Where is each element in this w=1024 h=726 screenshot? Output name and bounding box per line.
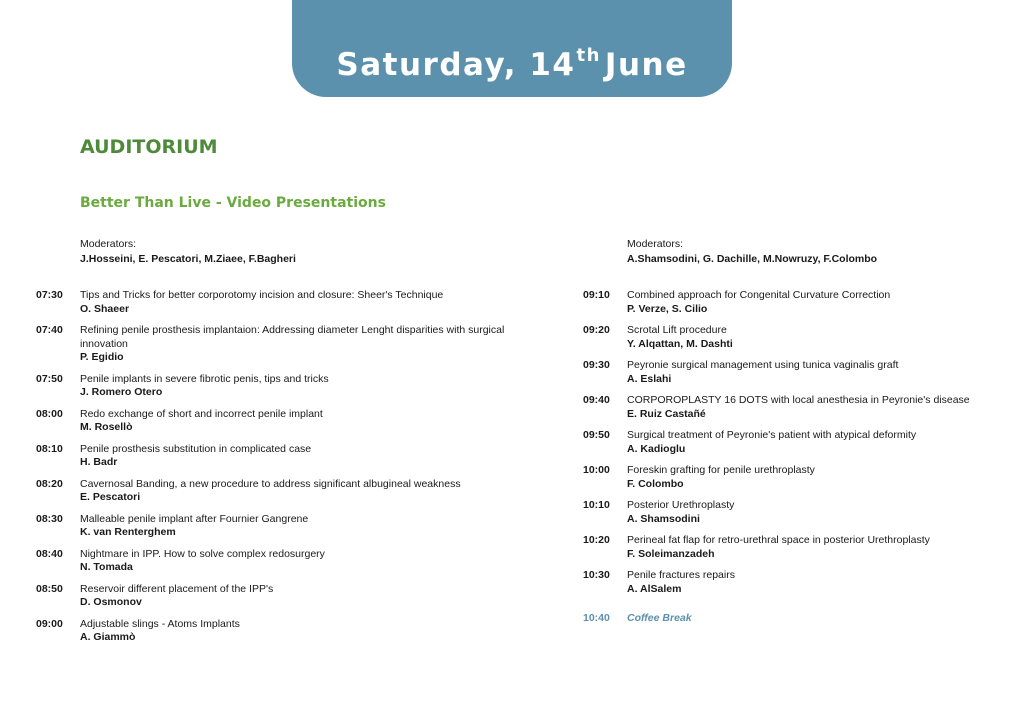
item-time: 08:40 [36,547,63,560]
schedule-item [36,617,520,645]
item-speaker: E. Pescatori [80,491,141,503]
item-speaker: M. Rosellò [80,421,133,433]
item-title: Refining penile prosthesis implantaion: Addressing diameter Lenght disparities with surgical innovation [80,324,505,350]
moderators-label: Moderators: [80,238,137,250]
moderators-names: A.Shamsodini, G. Dachille, M.Nowruzy, F.Colombo [627,253,878,265]
schedule-item [583,464,1007,491]
schedule-item [36,442,520,470]
item-speaker: N. Tomada [80,561,133,573]
schedule-item [36,477,520,505]
item-time: 10:10 [583,499,610,511]
item-speaker: E. Ruiz Castañé [627,407,706,420]
date-title [336,45,687,83]
item-time: 09:40 [583,394,610,406]
item-time: 08:00 [36,407,63,420]
item-speaker: F. Colombo [627,477,684,490]
left-schedule [36,289,520,653]
item-title: Surgical treatment of Peyronie's patient with atypical deformity [627,429,917,441]
schedule-item [583,429,1007,456]
session-title: Better Than Live - Video Presentations [80,195,386,211]
room-title: AUDITORIUM [80,136,218,158]
item-title: Foreskin grafting for penile urethroplasty [627,464,815,476]
item-time: 09:10 [583,289,610,301]
schedule-item [36,289,520,316]
item-title: Nightmare in IPP. How to solve complex redosurgery [80,547,325,560]
item-speaker: D. Osmonov [80,596,142,608]
item-time: 09:20 [583,324,610,336]
item-title: Cavernosal Banding, a new procedure to address significant albugineal weakness [80,477,461,490]
item-speaker: J. Romero Otero [80,386,163,398]
right-schedule [583,289,1007,634]
item-title: Penile prosthesis substitution in complicated case [80,442,312,455]
item-time: 07:40 [36,324,63,336]
item-speaker: O. Shaeer [80,302,130,315]
schedule-item [583,534,1007,561]
item-title: Posterior Urethroplasty [627,499,735,511]
date-header [292,0,732,97]
date-month: June [604,46,688,83]
item-time: 08:20 [36,477,63,490]
item-title: Peyronie surgical management using tunica vaginalis graft [627,359,899,371]
item-title: Scrotal Lift procedure [627,324,727,336]
item-speaker: K. van Renterghem [80,526,176,538]
item-speaker: Y. Alqattan, M. Dashti [627,337,733,350]
date-suffix: th [576,44,601,66]
item-time: 08:50 [36,582,63,595]
item-time: 10:30 [583,569,610,581]
right-moderators [627,237,877,267]
item-time: 08:10 [36,442,63,455]
item-time: 10:00 [583,464,610,476]
item-time: 09:30 [583,359,610,371]
item-speaker: A. Giammò [80,631,136,643]
item-title: Penile fractures repairs [627,569,735,581]
item-speaker: P. Egidio [80,351,124,363]
moderators-names: J.Hosseini, E. Pescatori, M.Ziaee, F.Bagheri [80,253,296,265]
item-speaker: A. Eslahi [627,372,672,385]
item-title: CORPOROPLASTY 16 DOTS with local anesthesia in Peyronie's disease [627,394,970,406]
moderators-label: Moderators: [627,238,684,250]
item-title: Combined approach for Congenital Curvature Correction [627,289,891,301]
schedule-item [583,569,1007,596]
schedule-item [583,289,1007,316]
date-day: Saturday, 14 [336,46,576,83]
schedule-item [36,582,520,610]
schedule-item [36,512,520,540]
schedule-item [36,547,520,575]
item-speaker: A. AlSalem [627,582,682,595]
item-time: 08:30 [36,512,63,525]
item-speaker: A. Shamsodini [627,512,700,525]
item-title: Adjustable slings - Atoms Implants [80,617,240,630]
coffee-break-item [583,612,1007,626]
item-title: Penile implants in severe fibrotic penis, tips and tricks [80,372,329,385]
item-time: 10:20 [583,534,610,546]
schedule-item [36,324,520,365]
schedule-item [36,372,520,400]
item-speaker: F. Soleimanzadeh [627,547,715,560]
item-time: 09:00 [36,617,63,630]
schedule-item [36,407,520,435]
break-time: 10:40 [583,612,610,624]
break-label: Coffee Break [627,612,692,624]
item-title: Reservoir different placement of the IPP's [80,582,274,595]
schedule-item [583,359,1007,386]
item-title: Tips and Tricks for better corporotomy incision and closure: Sheer's Technique [80,289,444,301]
item-time: 07:50 [36,372,63,385]
item-speaker: H. Badr [80,456,118,468]
item-title: Malleable penile implant after Fournier Gangrene [80,512,309,525]
schedule-item [583,394,1007,421]
schedule-item [583,324,1007,351]
item-speaker: A. Kadioglu [627,442,686,455]
item-speaker: P. Verze, S. Cilio [627,302,708,315]
item-time: 09:50 [583,429,610,441]
item-title: Perineal fat flap for retro-urethral space in posterior Urethroplasty [627,534,930,546]
item-time: 07:30 [36,289,63,301]
item-title: Redo exchange of short and incorrect penile implant [80,407,323,420]
left-moderators [80,237,296,267]
schedule-item [583,499,1007,526]
